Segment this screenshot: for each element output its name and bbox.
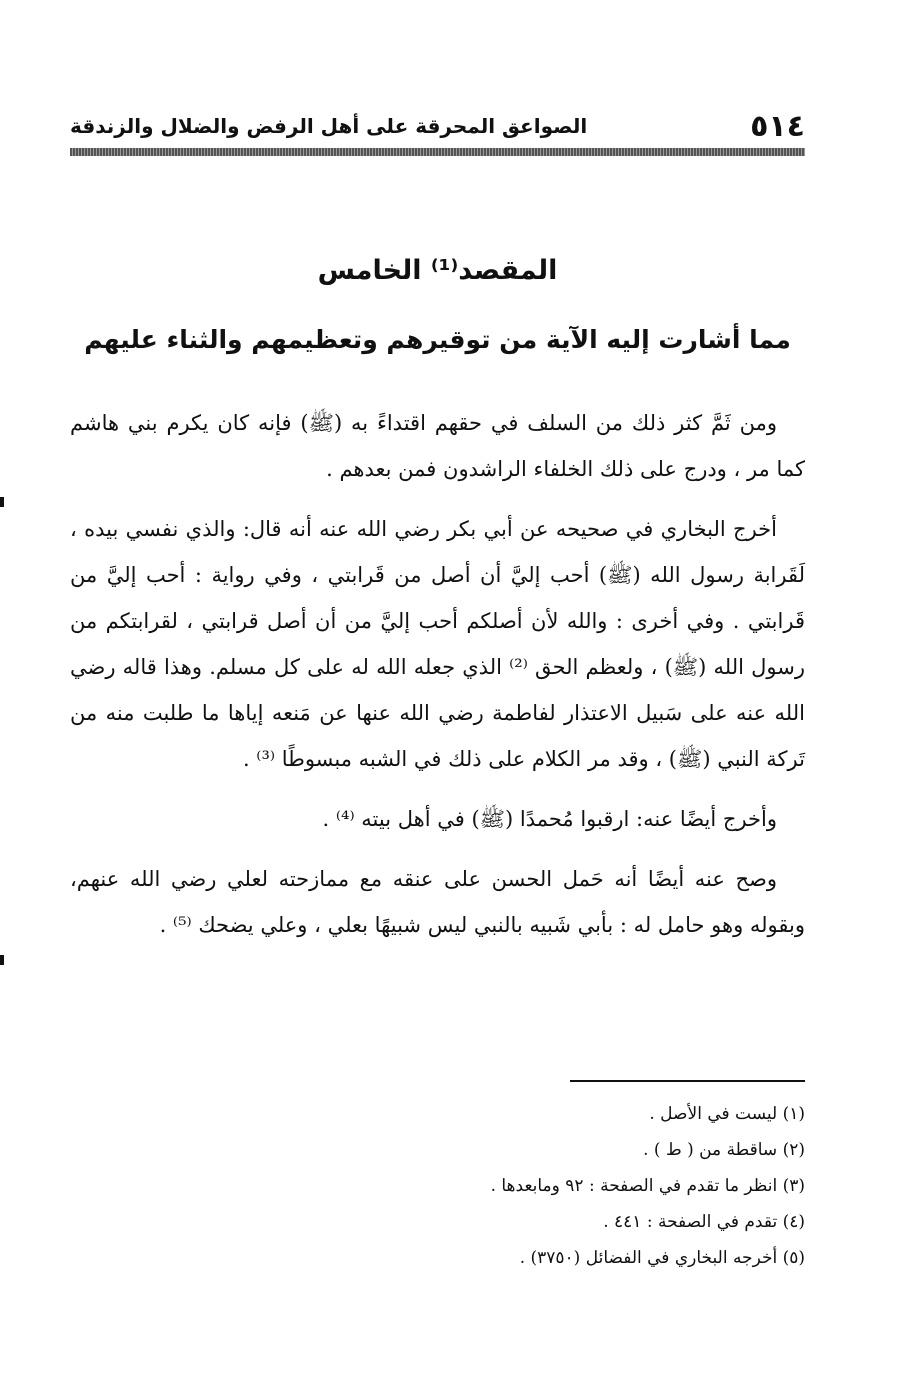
footnote: (٣) انظر ما تقدم في الصفحة : ٩٢ ومابعدها .: [490, 1176, 805, 1196]
header-rule: [70, 148, 805, 156]
chapter-heading: المقصد⁽¹⁾ الخامس: [317, 255, 558, 286]
page-number: ٥١٤: [750, 108, 805, 144]
paragraph: أخرج البخاري في صحيحه عن أبي بكر رضي الله عنه أنه قال: والذي نفسي بيده ، لَقَرابة رسول الله (ﷺ) أحب إليَّ أن أصل من قَرابتي ، وفي رواية : أحب إليَّ من قَرابتي . وفي أخرى : والله لأن أصلكم أحب إليَّ من أن أصل قرابتي ، لقرابتكم من رسول الله (ﷺ) ، ولعظم الحق ⁽²⁾ الذي جعله الله له على كل مسلم. وهذا قاله رضي الله عنه على سَبيل الاعتذار لفاطمة رضي الله عنها عن مَنعه إياها ما طلبت منه من تَركة النبي (ﷺ) ، وقد مر الكلام على ذلك في الشبه مبسوطًا ⁽³⁾ .: [70, 517, 805, 771]
footnote: (٢) ساقطة من ( ط ) .: [643, 1140, 805, 1160]
paragraph: وأخرج أيضًا عنه: ارقبوا مُحمدًا (ﷺ) في أهل بيته ⁽⁴⁾ .: [322, 807, 777, 831]
footnote-separator: [570, 1080, 805, 1082]
margin-mark: [0, 497, 4, 507]
footnote: (١) ليست في الأصل .: [649, 1104, 805, 1124]
footnote: (٥) أخرجه البخاري في الفضائل (٣٧٥٠) .: [519, 1248, 805, 1268]
body-text: [70, 400, 805, 962]
running-header: [70, 106, 805, 146]
paragraph: وصح عنه أيضًا أنه حَمل الحسن على عنقه مع ممازحته لعلي رضي الله عنهم، وبقوله وهو حامل له : بأبي شَبيه بالنبي ليس شبيهًا بعلي ، وعلي يضحك ⁽⁵⁾ .: [70, 867, 805, 937]
paragraph: ومن ثَمَّ كثر ذلك من السلف في حقهم اقتداءً به (ﷺ) فإنه كان يكرم بني هاشم كما مر ، ودرج على ذلك الخلفاء الراشدون فمن بعدهم .: [70, 411, 805, 481]
footnotes: [70, 1096, 805, 1276]
margin-mark: [0, 955, 4, 965]
footnote: (٤) تقدم في الصفحة : ٤٤١ .: [603, 1212, 805, 1232]
book-title: الصواعق المحرقة على أهل الرفض والضلال والزندقة: [70, 114, 588, 138]
chapter-subtitle: مما أشارت إليه الآية من توقيرهم وتعظيمهم والثناء عليهم: [84, 325, 791, 354]
